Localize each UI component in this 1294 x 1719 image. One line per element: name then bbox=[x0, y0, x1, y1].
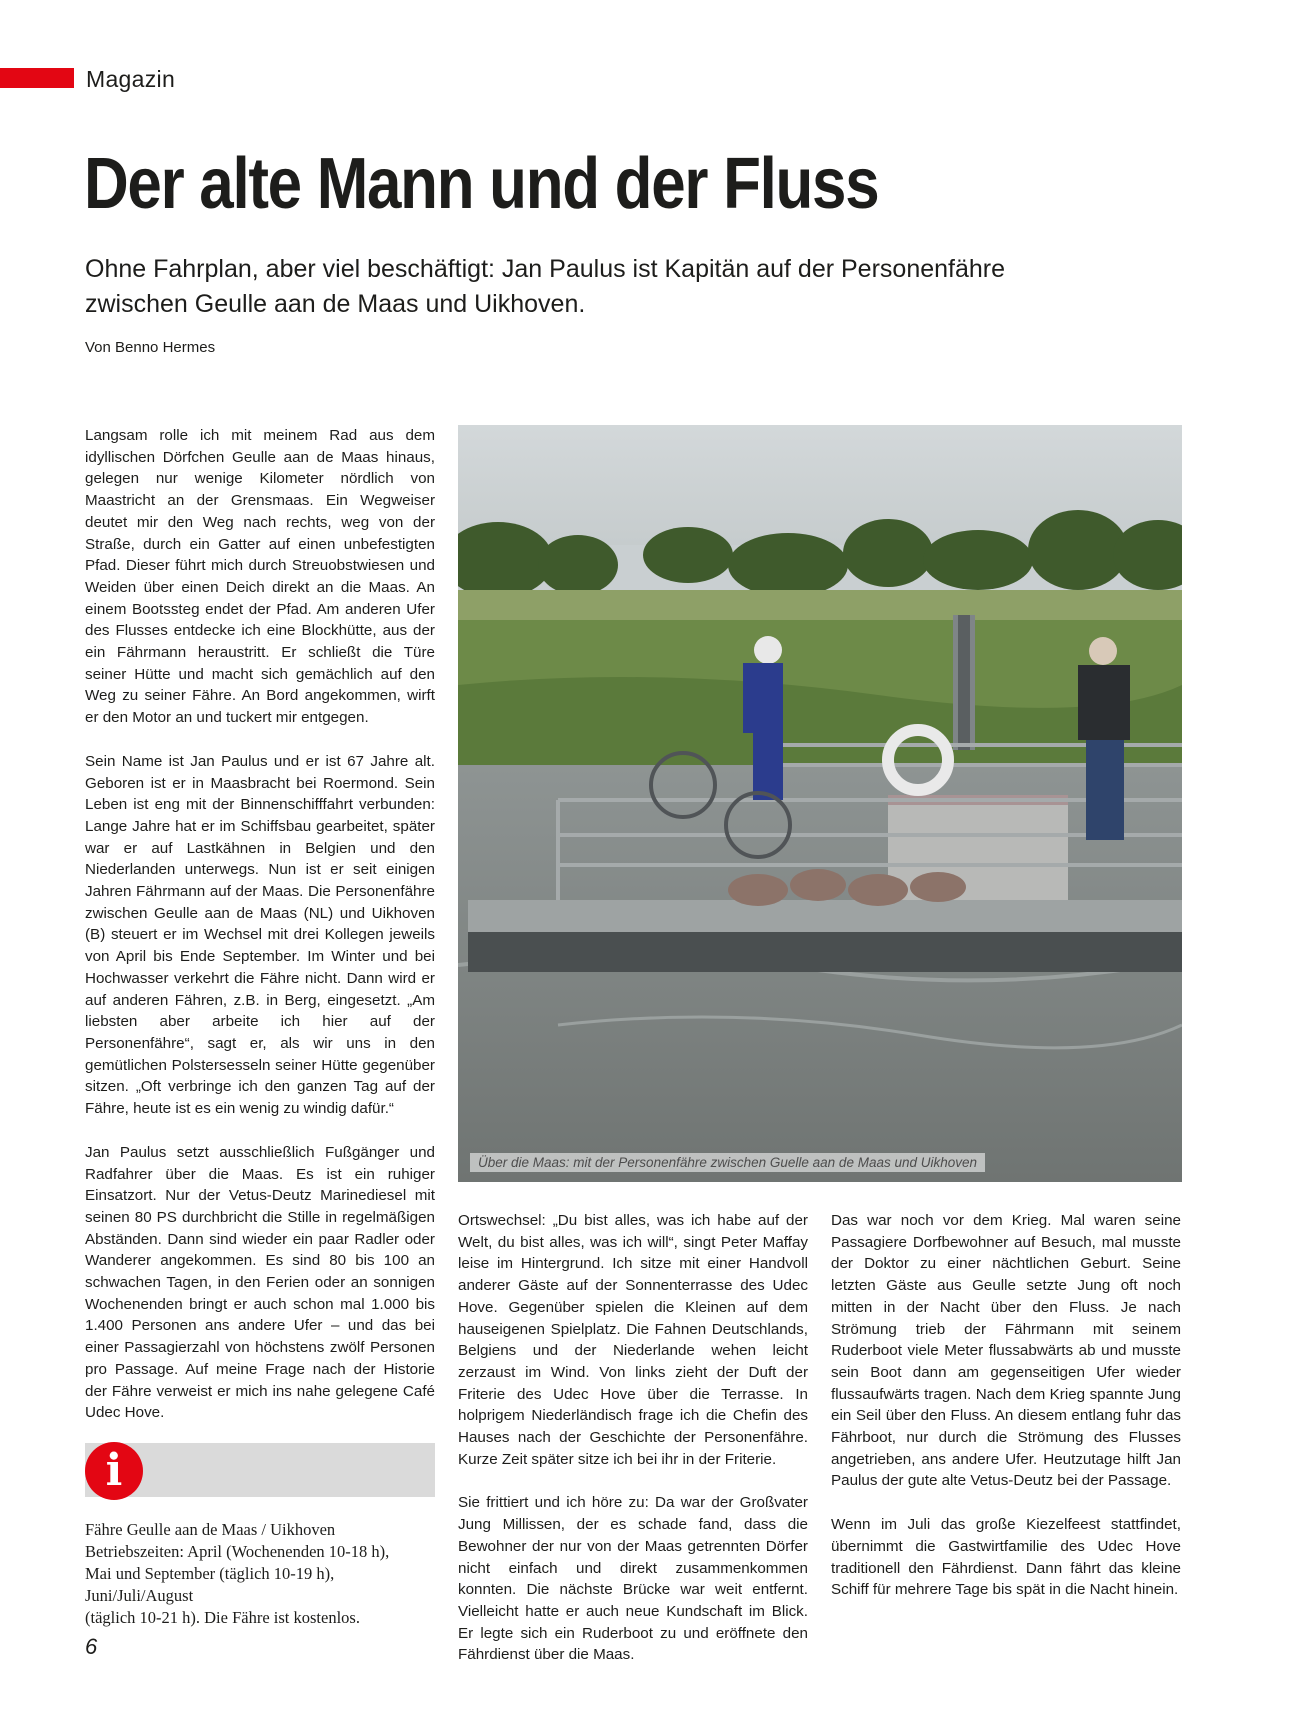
paragraph: Langsam rolle ich mit meinem Rad aus dem idyllischen Dörfchen Geulle aan de Maas hinaus, gelegen nur wenige Kilometer nördlich von Maastricht an der Grensmaas. Ein Wegweiser deutet mir den Weg nach rechts, weg von der Straße, durch ein Gatter auf einen unbefestigten Pfad. Dieser führt mich durch Streuobstwiesen und Weiden über einen Deich direkt an die Maas. An einem Bootssteg endet der Pfad. Am anderen Ufer des Flusses entdecke ich eine Blockhütte, aus der ein Fährmann heraustritt. Er schließt die Türe seiner Hütte und macht sich gemächlich auf den Weg zu seiner Fähre. An Bord angekommen, wirft er den Motor an und tuckert mir entgegen. bbox=[85, 427, 435, 727]
subtitle-line: zwischen Geulle aan de Maas und Uikhoven. bbox=[85, 290, 586, 318]
text-column-3 bbox=[831, 1210, 1181, 1623]
info-line: (täglich 10-21 h). Die Fähre ist kostenlos. bbox=[85, 1608, 360, 1627]
section-accent-bar bbox=[0, 68, 74, 88]
ferry-photo bbox=[458, 425, 1182, 1182]
paragraph: Das war noch vor dem Krieg. Mal waren seine Passagiere Dorfbewohner auf Besuch, mal musste der Doktor zu einer nächtlichen Geburt. Seine letzten Gäste aus Geulle setzte Jung oft noch mitten in der Nacht über den Fluss. Je nach Strömung trieb der Fährmann mit seinem Ruderboot viele Meter flussabwärts ab und musste sein Boot dann am gegenseitigen Ufer wieder flussaufwärts tragen. Nach dem Krieg spannte Jung ein Seil über den Fluss. An diesem entlang fuhr das Fährboot, nur durch die Strömung des Flusses angetrieben, ans andere Ufer. Heutzutage hilft Jan Paulus der gute alte Vetus-Deutz bei der Passage. bbox=[831, 1212, 1181, 1490]
subtitle-line: Ohne Fahrplan, aber viel beschäftigt: Jan Paulus ist Kapitän auf der Personenfähre bbox=[85, 255, 1006, 283]
text-column-2 bbox=[458, 1210, 808, 1688]
info-line: Juni/Juli/August bbox=[85, 1586, 194, 1605]
paragraph: Sie frittiert und ich höre zu: Da war der Großvater Jung Millissen, der es schade fand, dass die Bewohner der nur von der Maas getrennten Dörfer nicht einfach und direkt zusammenkommen konnten. Die nächste Brücke war weit entfernt. Vielleicht hatte er auch neue Kundschaft im Blick. Er legte sich ein Ruderboot zu und eröffnete den Fährdienst über die Maas. bbox=[458, 1494, 808, 1664]
paragraph: Ortswechsel: „Du bist alles, was ich habe auf der Welt, du bist alles, was ich will“, singt Peter Maffay leise im Hintergrund. Ich sitze mit einer Handvoll anderer Gäste auf der Sonnenterrasse des Udec Hove. Gegenüber spielen die Kleinen auf dem hauseigenen Spielplatz. Die Fahnen Deutschlands, Belgiens und der Niederlande wehen leicht zerzaust im Wind. Von links zieht der Duft der Friterie des Udec Hove über die Terrasse. In holprigem Niederländisch frage ich die Chefin des Hauses nach der Geschichte der Personenfähre. Kurze Zeit später sitze ich bei ihr in der Friterie. bbox=[458, 1212, 808, 1468]
section-label: Magazin bbox=[86, 66, 176, 92]
info-text bbox=[85, 1519, 445, 1629]
info-line: Fähre Geulle aan de Maas / Uikhoven bbox=[85, 1520, 336, 1539]
paragraph: Wenn im Juli das große Kiezelfeest stattfindet, übernimmt die Gastwirtfamilie des Udec Hove traditionell den Fährdienst. Dann fährt das kleine Schiff für mehrere Tage bis spät in die Nacht hinein. bbox=[831, 1516, 1181, 1599]
article-title: Der alte Mann und der Fluss bbox=[84, 144, 879, 224]
article-subtitle bbox=[85, 252, 1045, 322]
info-line: Mai und September (täglich 10-19 h), bbox=[85, 1564, 335, 1583]
info-line: Betriebszeiten: April (Wochenenden 10-18 h), bbox=[85, 1542, 390, 1561]
text-column-1 bbox=[85, 425, 435, 1446]
paragraph: Sein Name ist Jan Paulus und er ist 67 Jahre alt. Geboren ist er in Maasbracht bei Roermond. Sein Leben ist eng mit der Binnenschifffahrt verbunden: Lange Jahre hat er im Schiffsbau gearbeitet, später war er auf Lastkähnen in Belgien und den Niederlanden unterwegs. Nun ist er seit einigen Jahren Fährmann auf der Maas. Die Personenfähre zwischen Geulle aan de Maas (NL) und Uikhoven (B) steuert er im Wechsel mit drei Kollegen jeweils von April bis Ende September. Im Winter und bei Hochwasser verkehrt die Fähre nicht. Dann wird er auf anderen Fähren, z.B. in Berg, eingesetzt. „Am liebsten aber arbeite ich hier auf der Personenfähre“, sagt er, als wir uns in den gemütlichen Polstersesseln seiner Hütte gegenüber sitzen. „Oft verbringe ich den ganzen Tag auf der Fähre, heute ist es ein wenig zu windig dafür.“ bbox=[85, 752, 435, 1118]
page-number: 6 bbox=[85, 1634, 98, 1659]
info-icon: i bbox=[85, 1442, 143, 1500]
byline: Von Benno Hermes bbox=[85, 339, 216, 356]
ferry-photo-illustration bbox=[458, 425, 1182, 1182]
paragraph: Jan Paulus setzt ausschließlich Fußgänger und Radfahrer über die Maas. Es ist ein ruhiger Einsatzort. Nur der Vetus-Deutz Marinediesel mit seinen 80 PS durchbricht die Stille in regelmäßigen Abständen. Dann sind wieder ein paar Radler oder Wanderer angekommen. Es sind 80 bis 100 an schwachen Tagen, in den Ferien oder an sonnigen Wochenenden bringt er auch schon mal 1.000 bis 1.400 Personen ans andere Ufer – und das bei einer Passagierzahl von höchstens zwölf Personen pro Passage. Auf meine Frage nach der Historie der Fähre verweist er mich ins nahe gelegene Café Udec Hove. bbox=[85, 1143, 435, 1422]
photo-caption: Über die Maas: mit der Personenfähre zwischen Guelle aan de Maas und Uikhoven bbox=[470, 1153, 985, 1172]
